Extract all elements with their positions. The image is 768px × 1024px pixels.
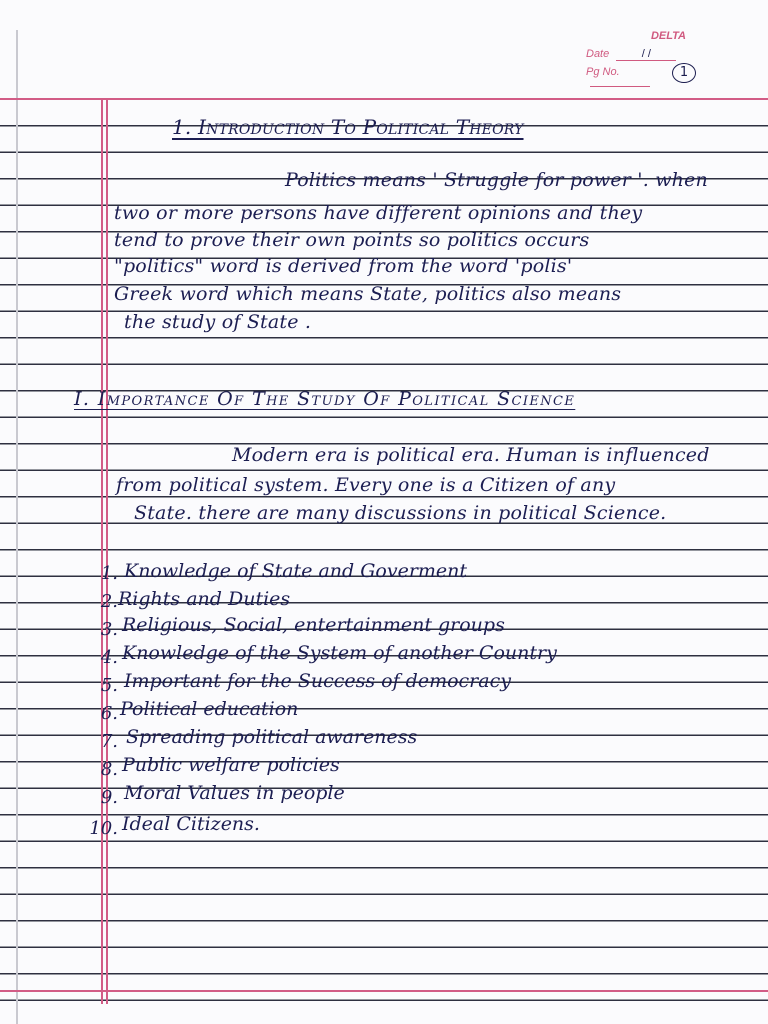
list-item-text: Ideal Citizens. — [122, 813, 260, 835]
list-item-number: 3. — [100, 619, 118, 640]
notebook-brand: DELTA — [650, 30, 686, 42]
date-label: Date — [586, 48, 610, 60]
page-title: 1. Introduction To Political Theory — [172, 115, 524, 139]
section-paragraph-line-1: Modern era is political era. Human is influenced — [232, 444, 710, 466]
top-margin-rule — [0, 98, 768, 100]
intro-line-6: the study of State . — [124, 311, 312, 333]
page-number-field — [586, 66, 686, 90]
bottom-margin-rule — [0, 990, 768, 992]
list-item-number: 10. — [89, 818, 118, 839]
list-item-text: Religious, Social, entertainment groups — [122, 614, 505, 636]
list-item-number: 1. — [100, 563, 118, 584]
list-item-number: 4. — [100, 647, 118, 668]
intro-line-4: "politics" word is derived from the word 'polis' — [114, 255, 573, 277]
list-item-text: Public welfare policies — [122, 754, 340, 776]
list-item-number: 2. — [100, 591, 118, 612]
list-item-number: 8. — [100, 759, 118, 780]
list-item-text: Important for the Success of democracy — [124, 670, 511, 692]
section-heading: I. Importance Of The Study Of Political Science — [74, 388, 576, 410]
left-margin-line-inner — [106, 100, 108, 1004]
intro-line-3: tend to prove their own points so politics occurs — [114, 229, 590, 251]
list-item-text: Moral Values in people — [124, 782, 345, 804]
page-number-label: Pg No. — [586, 66, 620, 78]
list-item-number: 5. — [100, 675, 118, 696]
list-item-text: Rights and Duties — [118, 588, 291, 610]
list-item-number: 9. — [100, 787, 118, 808]
date-value: / / — [616, 48, 676, 61]
section-paragraph-line-3: State. there are many discussions in political Science. — [134, 502, 667, 524]
list-item-text: Knowledge of the System of another Country — [122, 642, 557, 664]
page-number-underline — [590, 86, 650, 87]
intro-line-1: Politics means ' Struggle for power '. when — [285, 169, 708, 191]
left-margin-line — [101, 100, 103, 1004]
intro-line-2: two or more persons have different opinions and they — [114, 202, 643, 224]
section-paragraph-line-2: from political system. Every one is a Citizen of any — [116, 474, 616, 496]
list-item-text: Political education — [120, 698, 299, 720]
intro-line-5: Greek word which means State, politics also means — [114, 283, 622, 305]
list-item-text: Spreading political awareness — [126, 726, 418, 748]
page-number-value: 1 — [672, 63, 696, 83]
page-spine — [16, 30, 18, 1024]
list-item-number: 7. — [100, 731, 118, 752]
list-item-number: 6. — [100, 703, 118, 724]
date-field — [586, 48, 676, 61]
list-item-text: Knowledge of State and Goverment — [124, 560, 468, 582]
